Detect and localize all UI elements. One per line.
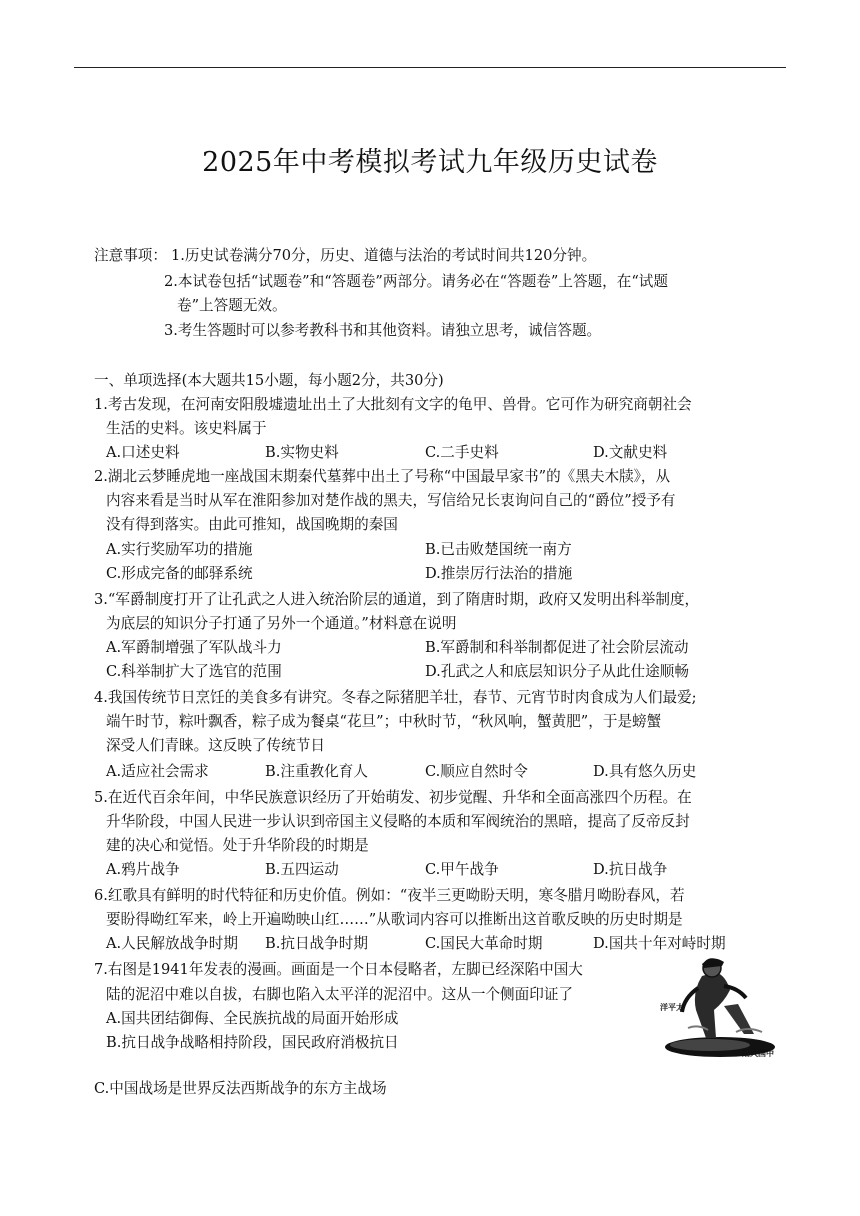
q6-option-d: D.国共十年对峙时期 <box>593 935 726 952</box>
q4-stem-line-1: 4.我国传统节日烹饪的美食多有讲究。冬春之际猪肥羊壮，春节、元宵节时肉食成为人们最爱; <box>94 689 697 706</box>
q2-stem-line-2: 内容来看是当时从军在淮阳参加对楚作战的黑夫，写信给兄长衷询问自己的“爵位”授予有 <box>106 492 676 509</box>
q1-option-a: A.口述史料 <box>106 444 180 461</box>
q2-option-b: B.已击败楚国统一南方 <box>425 541 572 558</box>
q5-stem-line-1: 5.在近代百余年间，中华民族意识经历了开始萌发、初步觉醒、升华和全面高涨四个历程。在 <box>94 789 692 806</box>
q1-stem-line-2: 生活的史料。该史料属于 <box>106 420 267 437</box>
q6-option-a: A.人民解放战争时期 <box>106 935 238 952</box>
q6-stem-line-2: 要盼得呦红军来，岭上开遍呦映山红……”从歌词内容可以推断出这首歌反映的历史时期是 <box>106 911 683 928</box>
note-2-line-2: 卷”上答题无效。 <box>177 297 287 314</box>
q2-option-a: A.实行奖励军功的措施 <box>106 541 253 558</box>
q6-stem-line-1: 6.红歌具有鲜明的时代特征和历史价值。例如：“夜半三更呦盼天明，寒冬腊月呦盼春风，若 <box>94 887 685 904</box>
q2-stem-line-3: 没有得到落实。由此可推知，战国晚期的秦国 <box>106 516 398 533</box>
q3-option-d: D.孔武之人和底层知识分子从此仕途顺畅 <box>425 663 689 680</box>
q4-option-c: C.顺应自然时令 <box>425 763 528 780</box>
q2-option-c: C.形成完备的邮驿系统 <box>106 565 253 582</box>
page-title: 2025年中考模拟考试九年级历史试卷 <box>202 147 658 178</box>
q6-option-b: B.抗日战争时期 <box>265 935 368 952</box>
q1-option-b: B.实物史料 <box>265 444 339 461</box>
q1-stem-line-1: 1.考古发现，在河南安阳殷墟遗址出土了大批刻有文字的龟甲、兽骨。它可作为研究商朝社会 <box>94 396 692 413</box>
cartoon-illustration <box>658 954 782 1060</box>
q5-stem-line-2: 升华阶段，中国人民进一步认识到帝国主义侵略的本质和军阀统治的黑暗，提高了反帝反封 <box>106 813 690 830</box>
q5-option-b: B.五四运动 <box>265 861 339 878</box>
q7-option-b: B.抗日战争战略相持阶段，国民政府消极抗日 <box>106 1034 399 1051</box>
q7-stem-line-1: 7.右图是1941年发表的漫画。画面是一个日本侵略者，左脚已经深陷中国大 <box>94 961 583 978</box>
q3-option-c: C.科举制扩大了选官的范围 <box>106 663 282 680</box>
q4-option-d: D.具有悠久历史 <box>593 763 697 780</box>
q7-stem-line-2: 陆的泥沼中难以自拔，右脚也陷入太平洋的泥沼中。这从一个侧面印证了 <box>106 986 574 1003</box>
q7-option-a: A.国共团结御侮、全民族抗战的局面开始形成 <box>106 1010 399 1027</box>
header-rule <box>74 67 786 68</box>
q3-option-b: B.军爵制和科举制都促进了社会阶层流动 <box>425 639 689 656</box>
notes-lead: 注意事项： <box>94 247 167 264</box>
note-3: 3.考生答题时可以参考教科书和其他资料。请独立思考，诚信答题。 <box>164 322 602 339</box>
q4-option-a: A.适应社会需求 <box>106 763 209 780</box>
note-2-line-1: 2.本试卷包括“试题卷”和“答题卷”两部分。请务必在“答题卷”上答题，在“试题 <box>164 273 668 290</box>
q5-option-a: A.鸦片战争 <box>106 861 180 878</box>
q2-option-d: D.推崇厉行法治的措施 <box>425 565 573 582</box>
q1-option-d: D.文献史料 <box>593 444 668 461</box>
q5-option-c: C.甲午战争 <box>425 861 499 878</box>
q4-stem-line-3: 深受人们青睐。这反映了传统节日 <box>106 737 325 754</box>
q2-stem-line-1: 2.湖北云梦睡虎地一座战国末期秦代墓葬中出土了号称“中国最早家书”的《黑夫木牍》，从 <box>94 468 671 485</box>
cartoon-right-label: 陆大国中 <box>742 1048 774 1058</box>
q3-stem-line-2: 为底层的知识分子打通了另外一个通道。”材料意在说明 <box>106 615 457 632</box>
q3-option-a: A.军爵制增强了军队战斗力 <box>106 639 282 656</box>
q7-option-c: C.中国战场是世界反法西斯战争的东方主战场 <box>94 1080 387 1097</box>
q5-option-d: D.抗日战争 <box>593 861 668 878</box>
q3-stem-line-1: 3.“军爵制度打开了让孔武之人进入统治阶层的通道，到了隋唐时期，政府又发明出科举制度， <box>94 591 700 608</box>
q4-stem-line-2: 端午时节，粽叶飘香，粽子成为餐桌“花旦”；中秋时节，“秋风响，蟹黄肥”，于是螃蟹 <box>106 713 662 730</box>
q6-option-c: C.国民大革命时期 <box>425 935 543 952</box>
q5-stem-line-3: 建的决心和觉悟。处于升华阶段的时期是 <box>106 837 369 854</box>
q1-option-c: C.二手史料 <box>425 444 499 461</box>
cartoon-left-label: 洋平太 <box>660 1002 684 1012</box>
section-heading: 一、单项选择(本大题共15小题，每小题2分，共30分) <box>94 372 444 389</box>
q4-option-b: B.注重教化育人 <box>265 763 368 780</box>
note-1: 1.历史试卷满分70分，历史、道德与法治的考试时间共120分钟。 <box>171 247 597 264</box>
